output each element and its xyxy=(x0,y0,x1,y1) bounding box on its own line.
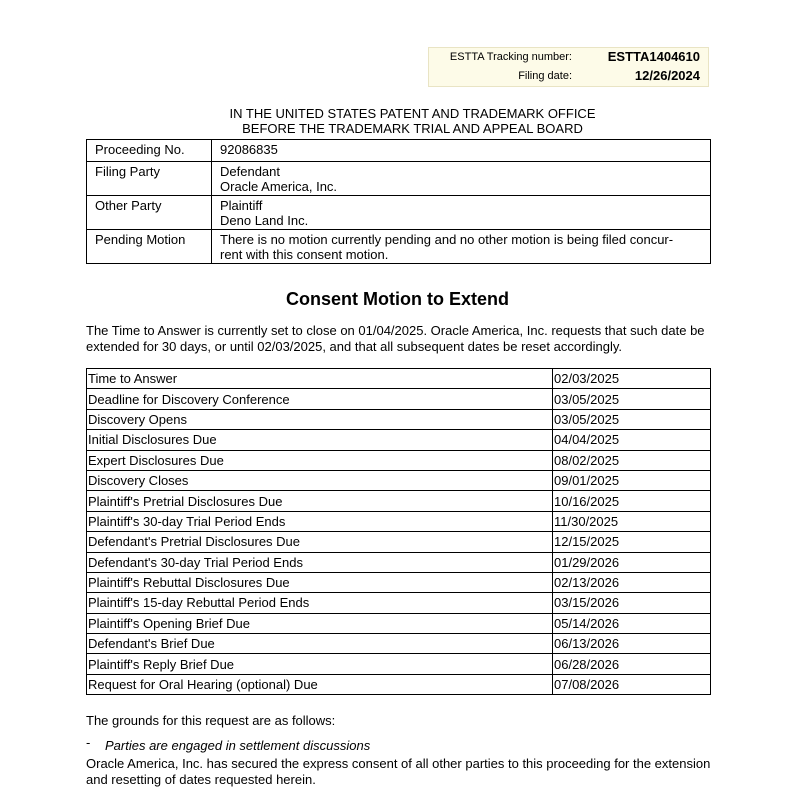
schedule-date: 03/05/2025 xyxy=(553,389,711,409)
schedule-date: 11/30/2025 xyxy=(553,511,711,531)
document-title: Consent Motion to Extend xyxy=(286,289,509,309)
proceeding-label: Other Party xyxy=(87,196,212,230)
filing-date-row xyxy=(429,67,708,85)
proceeding-value xyxy=(212,230,711,264)
proceeding-value-line: Oracle America, Inc. xyxy=(220,179,338,194)
intro-paragraph xyxy=(86,323,746,355)
schedule-row xyxy=(87,389,711,409)
schedule-event: Plaintiff's Rebuttal Disclosures Due xyxy=(87,572,553,592)
intro-line: The Time to Answer is currently set to close on 01/04/2025. Oracle America, Inc. requests that such date be xyxy=(86,323,705,338)
schedule-row xyxy=(87,634,711,654)
grounds-text: Parties are engaged in settlement discussions xyxy=(105,738,371,753)
schedule-event: Discovery Opens xyxy=(87,409,553,429)
schedule-row xyxy=(87,409,711,429)
schedule-date: 02/03/2025 xyxy=(553,369,711,389)
schedule-event: Discovery Closes xyxy=(87,470,553,490)
tracking-number-label: ESTTA Tracking number: xyxy=(449,51,572,63)
proceeding-label: Filing Party xyxy=(87,162,212,196)
consent-line: and resetting of dates requested herein. xyxy=(86,772,316,787)
proceeding-value xyxy=(212,162,711,196)
tracking-number-row xyxy=(429,48,708,66)
schedule-row xyxy=(87,369,711,389)
office-heading xyxy=(0,106,785,136)
proceeding-value-line: Defendant xyxy=(220,164,280,179)
proceeding-value-line: Plaintiff xyxy=(220,198,263,213)
schedule-event: Request for Oral Hearing (optional) Due xyxy=(87,674,553,694)
schedule-date: 05/14/2026 xyxy=(553,613,711,633)
proceeding-value-line: 92086835 xyxy=(220,142,278,157)
schedule-event: Defendant's Pretrial Disclosures Due xyxy=(87,532,553,552)
schedule-date: 07/08/2026 xyxy=(553,674,711,694)
schedule-event: Plaintiff's Pretrial Disclosures Due xyxy=(87,491,553,511)
schedule-event: Plaintiff's 30-day Trial Period Ends xyxy=(87,511,553,531)
tracking-number-value: ESTTA1404610 xyxy=(607,49,700,64)
schedule-row xyxy=(87,430,711,450)
schedule-event: Initial Disclosures Due xyxy=(87,430,553,450)
proceeding-label: Proceeding No. xyxy=(87,140,212,162)
proceeding-value-line: rent with this consent motion. xyxy=(220,247,389,262)
schedule-table xyxy=(86,368,711,695)
schedule-date: 08/02/2025 xyxy=(553,450,711,470)
consent-paragraph xyxy=(86,756,746,788)
schedule-event: Defendant's Brief Due xyxy=(87,634,553,654)
schedule-date: 06/13/2026 xyxy=(553,634,711,654)
schedule-date: 04/04/2025 xyxy=(553,430,711,450)
schedule-date: 10/16/2025 xyxy=(553,491,711,511)
schedule-body xyxy=(87,369,711,695)
proceeding-row xyxy=(87,162,711,196)
schedule-date: 03/05/2025 xyxy=(553,409,711,429)
schedule-row xyxy=(87,674,711,694)
filing-date-label: Filing date: xyxy=(518,70,572,82)
schedule-row xyxy=(87,450,711,470)
grounds-intro: The grounds for this request are as follows: xyxy=(86,713,336,728)
schedule-row xyxy=(87,552,711,572)
proceeding-row xyxy=(87,196,711,230)
schedule-event: Expert Disclosures Due xyxy=(87,450,553,470)
grounds-marker: - xyxy=(86,735,91,750)
proceeding-row xyxy=(87,140,711,162)
schedule-row xyxy=(87,511,711,531)
tracking-box xyxy=(428,47,709,87)
proceeding-label: Pending Motion xyxy=(87,230,212,264)
schedule-row xyxy=(87,613,711,633)
schedule-row xyxy=(87,532,711,552)
proceeding-value-line: There is no motion currently pending and no other motion is being filed concur- xyxy=(220,232,674,247)
schedule-event: Plaintiff's 15-day Rebuttal Period Ends xyxy=(87,593,553,613)
proceeding-value xyxy=(212,196,711,230)
schedule-row xyxy=(87,593,711,613)
schedule-event: Plaintiff's Opening Brief Due xyxy=(87,613,553,633)
schedule-event: Defendant's 30-day Trial Period Ends xyxy=(87,552,553,572)
proceeding-value-line: Deno Land Inc. xyxy=(220,213,309,228)
filing-date-value: 12/26/2024 xyxy=(634,68,700,83)
schedule-event: Deadline for Discovery Conference xyxy=(87,389,553,409)
proceeding-row xyxy=(87,230,711,264)
schedule-date: 02/13/2026 xyxy=(553,572,711,592)
schedule-date: 01/29/2026 xyxy=(553,552,711,572)
schedule-event: Plaintiff's Reply Brief Due xyxy=(87,654,553,674)
schedule-event: Time to Answer xyxy=(87,369,553,389)
consent-line: Oracle America, Inc. has secured the express consent of all other parties to this proceeding for the extension xyxy=(86,756,711,771)
intro-line: extended for 30 days, or until 02/03/2025, and that all subsequent dates be reset accordingly. xyxy=(86,339,623,354)
schedule-row xyxy=(87,470,711,490)
schedule-row xyxy=(87,572,711,592)
proceeding-value xyxy=(212,140,711,162)
schedule-date: 12/15/2025 xyxy=(553,532,711,552)
office-line-1: IN THE UNITED STATES PATENT AND TRADEMARK OFFICE xyxy=(229,106,596,121)
schedule-date: 09/01/2025 xyxy=(553,470,711,490)
schedule-date: 06/28/2026 xyxy=(553,654,711,674)
schedule-date: 03/15/2026 xyxy=(553,593,711,613)
schedule-row xyxy=(87,491,711,511)
office-line-2: BEFORE THE TRADEMARK TRIAL AND APPEAL BOARD xyxy=(242,121,583,136)
schedule-row xyxy=(87,654,711,674)
proceeding-table xyxy=(86,139,711,264)
